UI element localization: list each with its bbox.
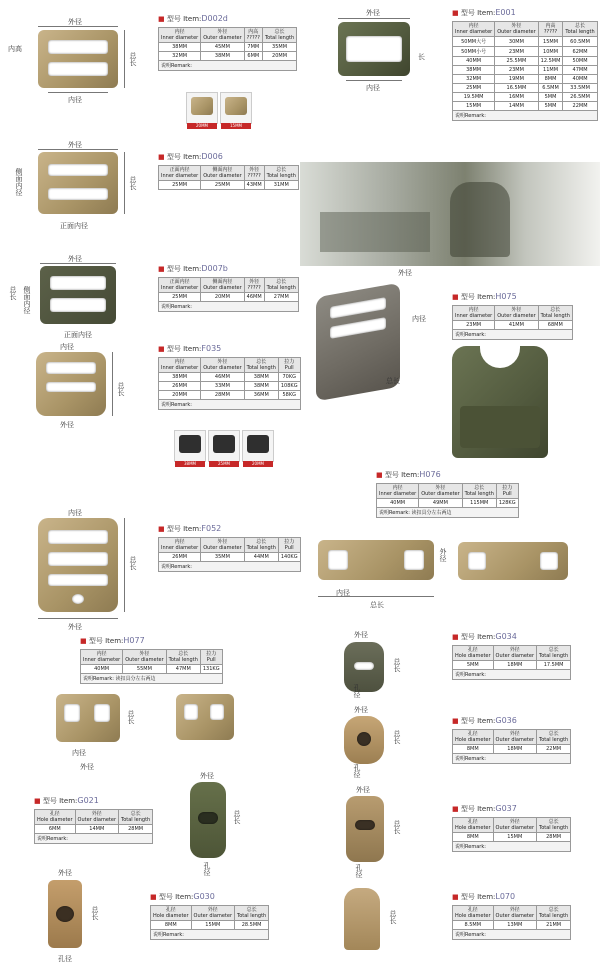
product-g021-image bbox=[48, 880, 82, 948]
dim-label: 外径 bbox=[68, 623, 82, 631]
swatch-f035-3: 20MM bbox=[242, 430, 274, 462]
product-d007b-image bbox=[40, 266, 116, 324]
dim-label: 内径 bbox=[60, 343, 74, 351]
dim-label: 侧面内径 bbox=[15, 168, 23, 196]
model-g036: G036 bbox=[495, 716, 517, 725]
spec-table-g021: 孔径 Hole diameter 外径 Outer diameter 总长 Total length 6MM 14MM 28MM 说明Remark: bbox=[34, 809, 153, 844]
dim-label: 总长 bbox=[370, 601, 384, 609]
dim-label: 总长 bbox=[127, 710, 135, 724]
dim-label: 侧面内径 bbox=[23, 286, 31, 314]
dim-label: 正面内径 bbox=[64, 331, 92, 339]
plate-carrier-vest-photo bbox=[452, 346, 548, 458]
product-g034-image bbox=[344, 642, 384, 692]
product-l070-image bbox=[344, 888, 380, 950]
dim-label: 外径 bbox=[398, 269, 412, 277]
product-f052-image bbox=[38, 518, 118, 612]
spec-d006: ■ 型号 Item:D006 正面内径 Inner diameter 侧面内径 Outer diameter 外径 ????? 总长 Total length 25MM 25MM 43MM 31MM bbox=[158, 152, 299, 190]
dim-label: 孔径 bbox=[353, 684, 361, 698]
product-g030-image bbox=[190, 782, 226, 858]
spec-h075: ■ 型号 Item:H075 内径 Inner diameter 外径 Outer diameter 总长 Total length 23MM 41MM 68MM 说明Remark: bbox=[452, 292, 573, 340]
spec-d007b: ■ 型号 Item:D007b 正面内径 Inner diameter 侧面内径 Outer diameter 外径 ????? 总长 Total length 25MM 20MM 46MM 27MM 说明Remark: bbox=[158, 264, 299, 312]
dim-label: 总长 bbox=[389, 910, 397, 924]
product-d002d-image bbox=[38, 30, 118, 88]
dim-label: 外径 bbox=[68, 255, 82, 263]
dim-label: 外径 bbox=[439, 548, 447, 562]
model-e001: E001 bbox=[495, 8, 516, 17]
spec-d002d: ■ 型号 Item:D002d 内径 Inner diameter 外径 Outer diameter 内高 ????? 总长 Total length 38MM 45MM 7MM 35MM 32MM 38MM 6MM 20MM 说明Remark: bbox=[158, 14, 297, 71]
spec-table-d006: 正面内径 Inner diameter 侧面内径 Outer diameter 外径 ????? 总长 Total length 25MM 25MM 43MM 31MM bbox=[158, 165, 299, 190]
dim-label: 外径 bbox=[200, 772, 214, 780]
dim-label: 外径 bbox=[68, 18, 82, 26]
spec-f052: ■ 型号 Item:F052 内径 Inner diameter 外径 Outer diameter 总长 Total length 拉力 Pull 26MM 35MM 44MM 140KG 说明Remark: bbox=[158, 524, 301, 572]
spec-l070: ■ 型号 Item:L070 孔径 Hole diameter 外径 Outer diameter 总长 Total length 8.5MM 13MM 21MM 说明Remark: bbox=[452, 892, 571, 940]
model-g034: G034 bbox=[495, 632, 517, 641]
dim-label: 正面内径 bbox=[60, 222, 88, 230]
spec-table-f052: 内径 Inner diameter 外径 Outer diameter 总长 Total length 拉力 Pull 26MM 35MM 44MM 140KG 说明Remark: bbox=[158, 537, 301, 572]
model-h077: H077 bbox=[123, 636, 145, 645]
spec-g030: ■ 型号 Item:G030 孔径 Hole diameter 外径 Outer diameter 总长 Total length 8MM 15MM 28.5MM 说明Remark: bbox=[150, 892, 269, 940]
dim-label: 内径 bbox=[336, 589, 350, 597]
spec-table-l070: 孔径 Hole diameter 外径 Outer diameter 总长 Total length 8.5MM 13MM 21MM 说明Remark: bbox=[452, 905, 571, 940]
dim-label: 外径 bbox=[354, 631, 368, 639]
spec-g021: ■ 型号 Item:G021 孔径 Hole diameter 外径 Outer diameter 总长 Total length 6MM 14MM 28MM 说明Remark: bbox=[34, 796, 153, 844]
product-d006-image bbox=[38, 152, 118, 214]
dim-label: 外径 bbox=[354, 706, 368, 714]
spec-table-g037: 孔径 Hole diameter 外径 Outer diameter 总长 Total length 8MM 15MM 28MM 说明Remark: bbox=[452, 817, 571, 852]
spec-table-d007b: 正面内径 Inner diameter 侧面内径 Outer diameter 外径 ????? 总长 Total length 25MM 20MM 46MM 27MM 说明Remark: bbox=[158, 277, 299, 312]
spec-table-h077: 内径 Inner diameter 外径 Outer diameter 总长 Total length 拉力 Pull 40MM 55MM 47MM 131KG 说明Remark: 读扣具分左右两边 bbox=[80, 649, 223, 684]
dim-label: 内径 bbox=[412, 315, 426, 323]
product-f035-image bbox=[36, 352, 106, 416]
dim-label: 外径 bbox=[68, 141, 82, 149]
model-f035: F035 bbox=[201, 344, 222, 353]
spec-table-g034: 孔径 Hole diameter 外径 Outer diameter 总长 Total length 5MM 18MM 17.5MM 说明Remark: bbox=[452, 645, 571, 680]
swatch-f035-2: 25MM bbox=[208, 430, 240, 462]
spec-h076: ■ 型号 Item:H076 内径 Inner diameter 外径 Outer diameter 总长 Total length 拉力 Pull 40MM 49MM 115MM 128KG 说明Remark: 读扣具分左右两边 bbox=[376, 470, 519, 518]
spec-table-h076: 内径 Inner diameter 外径 Outer diameter 总长 Total length 拉力 Pull 40MM 49MM 115MM 128KG 说明Remark: 读扣具分左右两边 bbox=[376, 483, 519, 518]
dim-label: 外径 bbox=[366, 9, 380, 17]
dim-label: 孔径 bbox=[353, 764, 361, 778]
spec-g034: ■ 型号 Item:G034 孔径 Hole diameter 外径 Outer diameter 总长 Total length 5MM 18MM 17.5MM 说明Remark: bbox=[452, 632, 571, 680]
model-h075: H075 bbox=[495, 292, 517, 301]
spec-table-f035: 内径 Inner diameter 外径 Outer diameter 总长 Total length 拉力 Pull 38MM 46MM 38MM 70KG 26MM 33MM 38MM 108KG 20MM 28MM 36MM 58KG 说明Remark: bbox=[158, 357, 301, 410]
model-d006: D006 bbox=[201, 152, 223, 161]
dim-label: 总长 bbox=[233, 810, 241, 824]
dim-label: 外径 bbox=[58, 869, 72, 877]
spec-h077: ■ 型号 Item:H077 内径 Inner diameter 外径 Outer diameter 总长 Total length 拉力 Pull 40MM 55MM 47MM 131KG 说明Remark: 读扣具分左右两边 bbox=[80, 636, 223, 684]
spec-g037: ■ 型号 Item:G037 孔径 Hole diameter 外径 Outer diameter 总长 Total length 8MM 15MM 28MM 说明Remark: bbox=[452, 804, 571, 852]
dim-label: 总长 bbox=[129, 52, 137, 66]
spec-e001: ■ 型号 Item:E001 内径 Inner diameter 外径 Outer diameter 内高 ????? 总长 Total length 50MM大号 30MM 15MM 60.5MM 50MM小号 23MM 10MM 62MM 40MM 25.5MM 12.5MM 50MM 38MM 23MM 11MM 47MM 32MM 19MM 8MM 40MM 25MM 16.5MM 6.5MM 33.5MM 19.5MM 16MM 5MM 26.5MM 15MM 14MM 5MM 22MM 说明Remark: bbox=[452, 8, 598, 121]
model-h076: H076 bbox=[419, 470, 441, 479]
swatch-f035-1: 38MM bbox=[174, 430, 206, 462]
product-h077-image-alt bbox=[176, 694, 234, 740]
product-h077-image bbox=[56, 694, 120, 742]
model-g030: G030 bbox=[193, 892, 215, 901]
product-g037-image bbox=[346, 796, 384, 862]
dim-label: 总长 bbox=[129, 176, 137, 190]
dim-label: 总长 bbox=[386, 377, 400, 385]
product-h076-image bbox=[318, 540, 434, 580]
military-banner-photo bbox=[300, 162, 600, 266]
dim-label: 孔径 bbox=[58, 955, 72, 963]
dim-label: 总长 bbox=[129, 556, 137, 570]
dim-label: 总长 bbox=[393, 658, 401, 672]
dim-label: 总长 bbox=[393, 820, 401, 834]
spec-table-d002d: 内径 Inner diameter 外径 Outer diameter 内高 ????? 总长 Total length 38MM 45MM 7MM 35MM 32MM 38MM 6MM 20MM 说明Remark: bbox=[158, 27, 297, 71]
swatch-d002d-1: 20MM bbox=[186, 92, 218, 124]
dim-label: 内高 bbox=[8, 45, 22, 53]
model-d002d: D002d bbox=[201, 14, 228, 23]
dim-label: 孔径 bbox=[355, 864, 363, 878]
dim-label: 总长 bbox=[91, 906, 99, 920]
dim-label: 孔径 bbox=[203, 862, 211, 876]
dim-label: 外径 bbox=[60, 421, 74, 429]
model-f052: F052 bbox=[201, 524, 222, 533]
dim-label: 外径 bbox=[356, 786, 370, 794]
spec-g036: ■ 型号 Item:G036 孔径 Hole diameter 外径 Outer diameter 总长 Total length 8MM 18MM 22MM 说明Remark: bbox=[452, 716, 571, 764]
product-e001-image bbox=[338, 22, 410, 76]
spec-table-e001: 内径 Inner diameter 外径 Outer diameter 内高 ????? 总长 Total length 50MM大号 30MM 15MM 60.5MM 50MM小号 23MM 10MM 62MM 40MM 25.5MM 12.5MM 50MM 38MM 23MM 11MM 47MM 32MM 19MM 8MM 40MM 25MM 16.5MM 6.5MM 33.5MM 19.5MM 16MM 5MM 26.5MM 15MM 14MM 5MM 22MM 说明Remark: bbox=[452, 21, 598, 121]
dim-label: 外径 bbox=[80, 763, 94, 771]
dim-label: 总长 bbox=[393, 730, 401, 744]
product-g036-image bbox=[344, 716, 384, 764]
model-g021: G021 bbox=[77, 796, 99, 805]
product-h076-image-alt bbox=[458, 542, 568, 580]
model-d007b: D007b bbox=[201, 264, 228, 273]
model-l070: L070 bbox=[495, 892, 516, 901]
dim-label: 内径 bbox=[366, 84, 380, 92]
swatch-d002d-2: 15MM bbox=[220, 92, 252, 124]
spec-table-h075: 内径 Inner diameter 外径 Outer diameter 总长 Total length 23MM 41MM 68MM 说明Remark: bbox=[452, 305, 573, 340]
spec-f035: ■ 型号 Item:F035 内径 Inner diameter 外径 Outer diameter 总长 Total length 拉力 Pull 38MM 46MM 38MM 70KG 26MM 33MM 38MM 108KG 20MM 28MM 36MM 58KG 说明Remark: bbox=[158, 344, 301, 410]
spec-table-g036: 孔径 Hole diameter 外径 Outer diameter 总长 Total length 8MM 18MM 22MM 说明Remark: bbox=[452, 729, 571, 764]
spec-table-g030: 孔径 Hole diameter 外径 Outer diameter 总长 Total length 8MM 15MM 28.5MM 说明Remark: bbox=[150, 905, 269, 940]
dim-label: 内径 bbox=[72, 749, 86, 757]
dim-label: 长 bbox=[418, 53, 425, 61]
dim-label: 内径 bbox=[68, 96, 82, 104]
dim-label: 总长 bbox=[9, 286, 17, 300]
dim-label: 内径 bbox=[68, 509, 82, 517]
dim-label: 总长 bbox=[117, 382, 125, 396]
model-g037: G037 bbox=[495, 804, 517, 813]
